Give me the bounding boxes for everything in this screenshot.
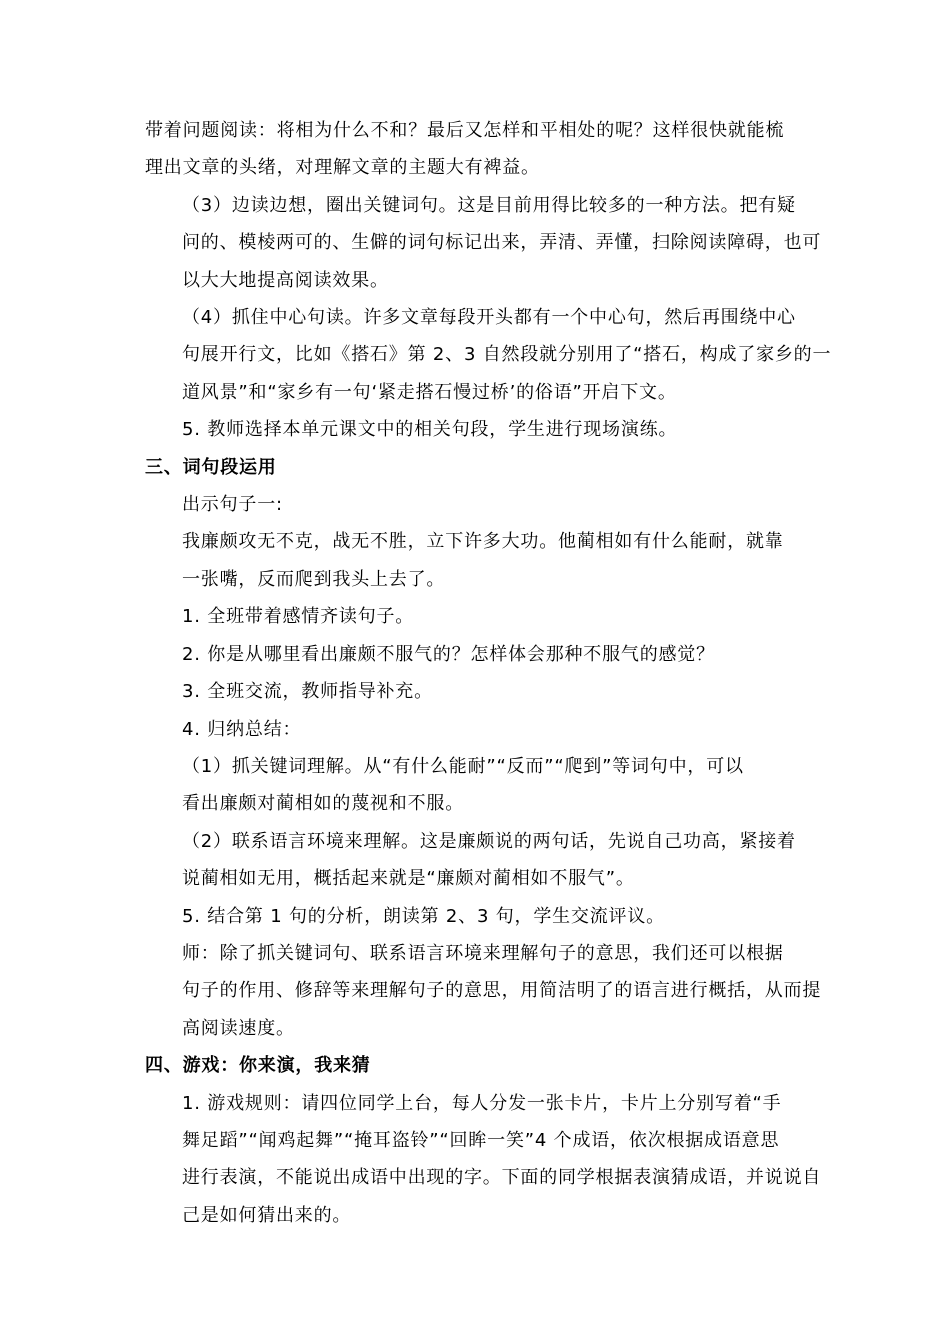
text-line: 5. 结合第 1 句的分析，朗读第 2、3 句，学生交流评议。 <box>182 905 665 927</box>
paragraph <box>145 299 832 411</box>
text-line: （1）抓关键词理解。从“有什么能耐”“反而”“爬到”等词句中，可以 <box>182 755 744 777</box>
text-line: 问的、模棱两可的、生僻的词句标记出来，弄清、弄懂，扫除阅读障碍，也可 <box>182 232 822 254</box>
paragraph <box>145 598 807 635</box>
text-line: （4）抓住中心句读。许多文章每段开头都有一个中心句，然后再围绕中心 <box>182 307 796 329</box>
text-line: 1. 全班带着感情齐读句子。 <box>182 606 415 628</box>
text-line: 我廉颇攻无不克，战无不胜，立下许多大功。他蔺相如有什么能耐，就靠 <box>182 531 784 553</box>
paragraph <box>145 1085 822 1235</box>
text-line: 四、游戏：你来演，我来猜 <box>145 1055 371 1077</box>
section-heading <box>145 1047 807 1084</box>
paragraph <box>145 748 807 823</box>
text-line: 高阅读速度。 <box>182 1017 295 1039</box>
text-line: 看出廉颇对蔺相如的蔑视和不服。 <box>182 793 464 815</box>
text-line: 4. 归纳总结： <box>182 718 302 740</box>
paragraph <box>145 823 807 898</box>
text-line: 理出文章的头绪，对理解文章的主题大有裨益。 <box>145 157 540 179</box>
text-line: 说蔺相如无用，概括起来就是“廉颇对蔺相如不服气”。 <box>182 868 635 890</box>
text-line: 带着问题阅读：将相为什么不和？最后又怎样和平相处的呢？这样很快就能梳 <box>145 120 785 141</box>
text-line: （2）联系语言环境来理解。这是廉颇说的两句话，先说自己功高，紧接着 <box>182 830 796 852</box>
section-heading <box>145 449 807 486</box>
text-line: 一张嘴，反而爬到我头上去了。 <box>182 568 446 590</box>
text-line: 句展开行文，比如《搭石》第 2、3 自然段就分别用了“搭石，构成了家乡的一 <box>182 344 832 366</box>
document-body <box>145 112 832 1234</box>
text-line: 道风景”和“家乡有一句‘紧走搭石慢过桥’的俗语”开启下文。 <box>182 381 677 403</box>
paragraph <box>145 486 807 523</box>
text-line: 句子的作用、修辞等来理解句子的意思，用简洁明了的语言进行概括，从而提 <box>182 980 822 1002</box>
text-line: 师：除了抓关键词句、联系语言环境来理解句子的意思，我们还可以根据 <box>182 942 784 964</box>
text-line: 5. 教师选择本单元课文中的相关句段，学生进行现场演练。 <box>182 419 678 441</box>
text-line: 出示句子一: <box>182 494 283 516</box>
text-line: 三、词句段运用 <box>145 456 277 478</box>
paragraph <box>145 673 807 710</box>
paragraph <box>145 711 807 748</box>
paragraph <box>145 935 822 1047</box>
text-line: （3）边读边想，圈出关键词句。这是目前用得比较多的一种方法。把有疑 <box>182 194 796 216</box>
text-line: 以大大地提高阅读效果。 <box>182 269 389 291</box>
paragraph <box>145 898 807 935</box>
text-line: 2. 你是从哪里看出廉颇不服气的？怎样体会那种不服气的感觉？ <box>182 643 715 665</box>
paragraph <box>145 187 822 299</box>
paragraph <box>145 112 807 187</box>
text-line: 己是如何猜出来的。 <box>182 1204 352 1226</box>
text-line: 3. 全班交流，教师指导补充。 <box>182 681 433 703</box>
paragraph <box>145 523 807 598</box>
paragraph <box>145 411 807 448</box>
paragraph <box>145 636 807 673</box>
text-line: 进行表演，不能说出成语中出现的字。下面的同学根据表演猜成语，并说说自 <box>182 1167 822 1189</box>
text-line: 1. 游戏规则：请四位同学上台，每人分发一张卡片，卡片上分别写着“手 <box>182 1092 782 1114</box>
text-line: 舞足蹈”“闻鸡起舞”“掩耳盗铃”“回眸一笑”4 个成语，依次根据成语意思 <box>182 1129 780 1151</box>
